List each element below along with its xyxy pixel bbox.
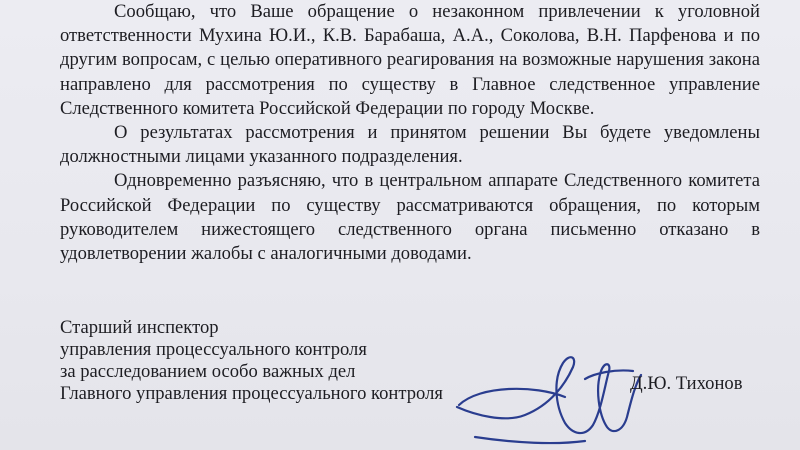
position-line: за расследованием особо важных дел [60, 361, 356, 382]
position-line: управления процессуального контроля [60, 339, 367, 360]
position-line: Главного управления процессуального контроля [60, 383, 443, 404]
handwritten-signature [455, 345, 655, 450]
paragraph-referral: Сообщаю, что Ваше обращение о незаконном привлечении к уголовной ответственности Мухина Ю.И., К.В. Барабаша, А.А., Соколова, В.Н. Парфенова и по другим вопросам, с целью оперативного реагирования на возможные нарушения закона направлено для рассмотрения по существу в Главное следственное управление Следственного комитета Российской Федерации по городу Москве. [60, 1, 760, 119]
signatory-position [60, 317, 443, 405]
signer-name: Д.Ю. Тихонов [630, 373, 743, 394]
position-line: Старший инспектор [60, 317, 219, 338]
paragraph-clarification: Одновременно разъясняю, что в центральном аппарате Следственного комитета Российской Федерации по существу рассматриваются обращения, по которым руководителем нижестоящего следственного органа письменно отказано в удовлетворении жалобы с аналогичными доводами. [60, 170, 760, 265]
paragraph-notification: О результатах рассмотрения и принятом решении Вы будете уведомлены должностными лицами указанного подразделения. [60, 122, 760, 168]
letter-body [60, 0, 760, 266]
